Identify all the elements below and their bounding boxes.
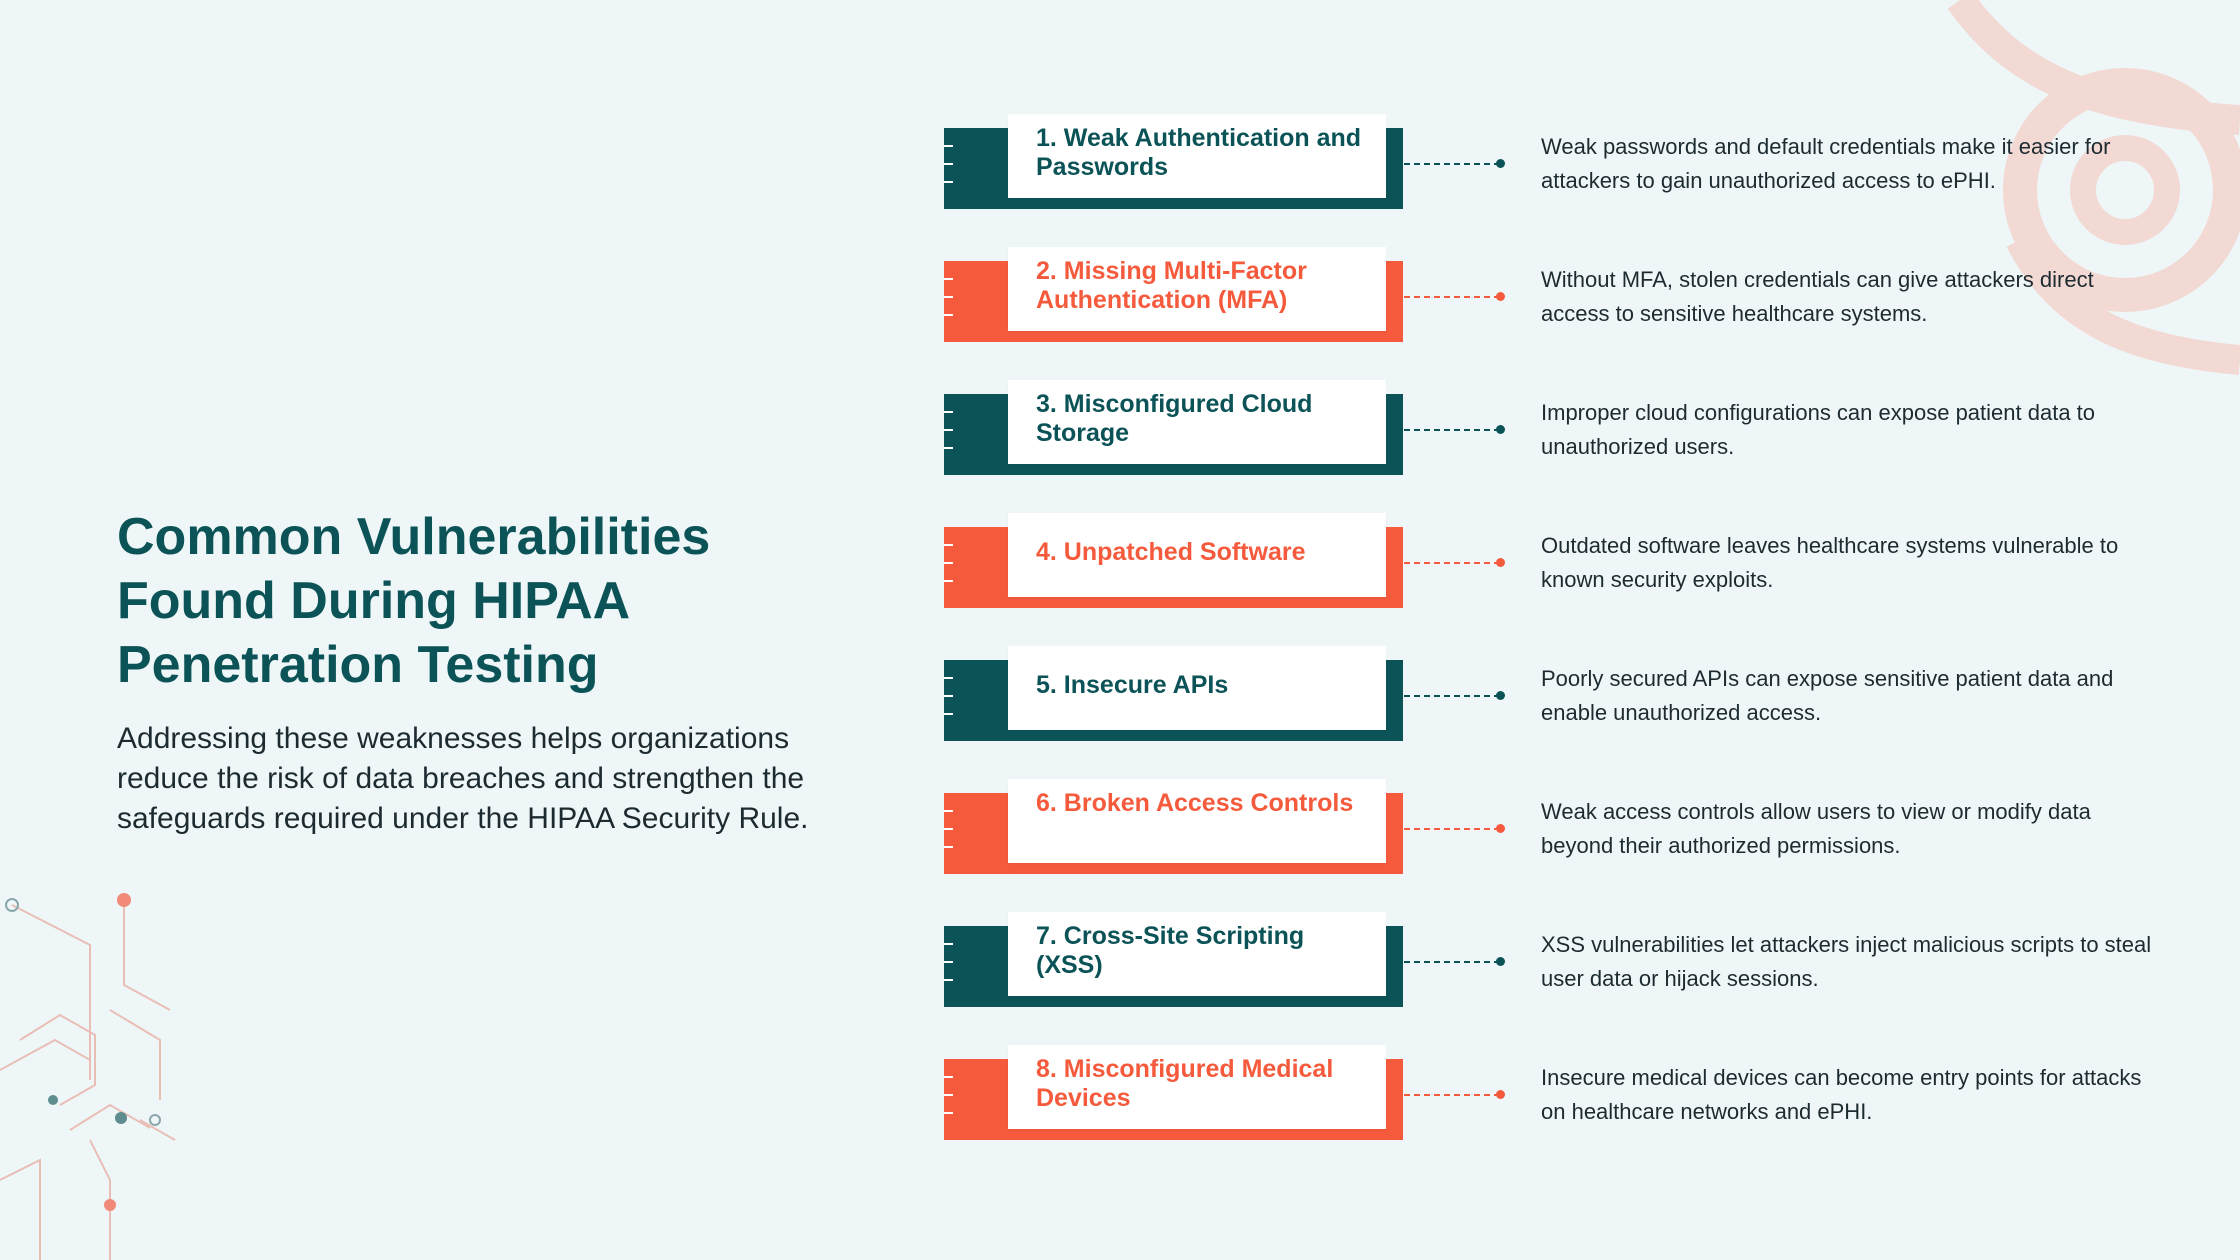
dashed-connector — [1404, 429, 1500, 431]
connector-dot — [1496, 1090, 1505, 1099]
dashed-connector — [1404, 296, 1500, 298]
connector-dot — [1496, 957, 1505, 966]
vulnerability-title: 8. Misconfigured Medical Devices — [1036, 1055, 1334, 1112]
vulnerability-item — [0, 912, 2240, 1012]
dashed-connector — [1404, 562, 1500, 564]
connector-dot — [1496, 558, 1505, 567]
page-title: Common Vulnerabilities Found During HIPAA Penetration Testing — [117, 508, 711, 694]
vulnerability-item — [0, 114, 2240, 214]
vulnerability-item — [0, 1045, 2240, 1145]
vulnerability-title: 3. Misconfigured Cloud Storage — [1036, 390, 1313, 447]
page-subtitle: Addressing these weaknesses helps organizations reduce the risk of data breaches and strengthen the safeguards required under the HIPAA Security Rule. — [117, 722, 809, 835]
dashed-connector — [1404, 961, 1500, 963]
vulnerability-description: Poorly secured APIs can expose sensitive patient data and enable unauthorized access. — [1541, 666, 2114, 725]
connector-dot — [1496, 159, 1505, 168]
vulnerability-item — [0, 380, 2240, 480]
dashed-connector — [1404, 1094, 1500, 1096]
vulnerability-item — [0, 646, 2240, 746]
connector-dot — [1496, 691, 1505, 700]
connector-dot — [1496, 824, 1505, 833]
vulnerability-title: 1. Weak Authentication and Passwords — [1036, 124, 1362, 181]
dashed-connector — [1404, 828, 1500, 830]
vulnerability-item — [0, 513, 2240, 613]
vulnerability-description: Outdated software leaves healthcare systems vulnerable to known security exploits. — [1541, 533, 2119, 592]
vulnerability-description: Without MFA, stolen credentials can give attackers direct access to sensitive healthcare systems. — [1541, 267, 2094, 326]
circuit-node — [117, 893, 131, 907]
dashed-connector — [1404, 163, 1500, 165]
dashed-connector — [1404, 695, 1500, 697]
vulnerability-title: 5. Insecure APIs — [1036, 671, 1229, 699]
vulnerability-description: Improper cloud configurations can expose patient data to unauthorized users. — [1541, 400, 2096, 459]
vulnerability-description: Weak access controls allow users to view or modify data beyond their authorized permissions. — [1541, 799, 2091, 858]
circuit-node — [104, 1199, 116, 1211]
vulnerability-description: XSS vulnerabilities let attackers inject malicious scripts to steal user data or hijack sessions. — [1541, 932, 2152, 991]
vulnerability-item — [0, 779, 2240, 879]
vulnerability-description: Insecure medical devices can become entry points for attacks on healthcare networks and ePHI. — [1541, 1065, 2142, 1124]
vulnerability-title: 7. Cross-Site Scripting (XSS) — [1036, 922, 1305, 979]
vulnerability-description: Weak passwords and default credentials make it easier for attackers to gain unauthorized access to ePHI. — [1541, 134, 2111, 193]
connector-dot — [1496, 425, 1505, 434]
vulnerability-title: 4. Unpatched Software — [1036, 538, 1306, 566]
vulnerability-title: 6. Broken Access Controls — [1036, 789, 1354, 817]
vulnerability-title: 2. Missing Multi-Factor Authentication (MFA) — [1036, 257, 1307, 314]
connector-dot — [1496, 292, 1505, 301]
vulnerability-item — [0, 247, 2240, 347]
